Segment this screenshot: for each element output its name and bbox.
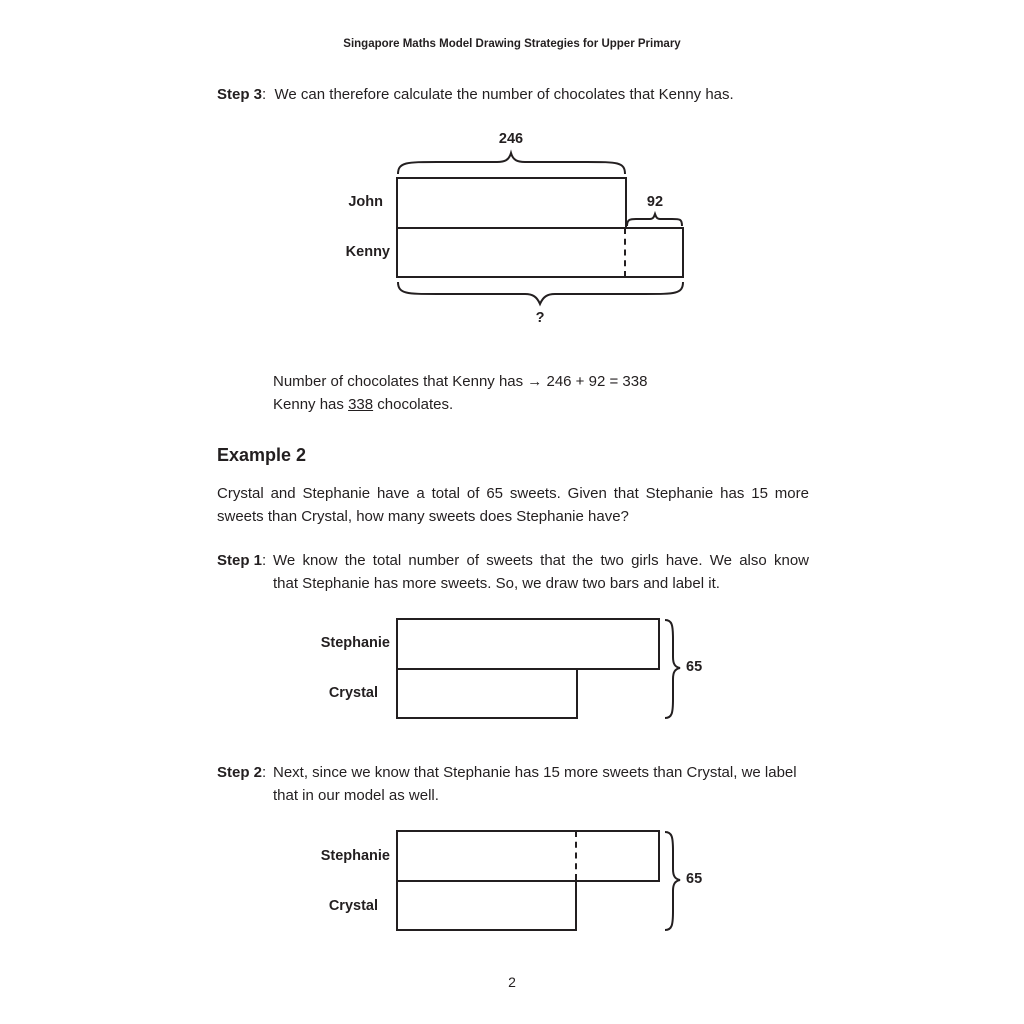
bar-kenny — [396, 227, 684, 278]
bar-label-crystal: Crystal — [328, 898, 378, 914]
step1-paragraph: Step 1: We know the total number of sweets that the two girls have. We also know that Stephanie has more sweets. So, we draw two bars and label it. — [217, 552, 809, 592]
step3-text: We can therefore calculate the number of chocolates that Kenny has. — [274, 86, 734, 103]
bar-crystal — [396, 668, 578, 719]
page-number: 2 — [508, 974, 516, 990]
step2-label: Step 2 — [217, 764, 263, 781]
bar-stephanie — [396, 618, 660, 670]
bottom-brace-label: ? — [535, 310, 545, 326]
bar-label-crystal: Crystal — [328, 685, 378, 701]
bar-stephanie — [396, 830, 660, 882]
example2-problem: Crystal and Stephanie have a total of 65 sweets. Given that Stephanie has 15 more sweets than Crystal, how many sweets does Stephanie have? — [217, 485, 809, 525]
diff-brace-label: 92 — [646, 194, 664, 210]
top-brace-label: 246 — [498, 131, 524, 147]
diff-brace-icon — [626, 213, 684, 229]
step1-label: Step 1 — [217, 552, 263, 569]
bar-label-john: John — [348, 194, 383, 210]
bar-label-kenny: Kenny — [345, 244, 390, 260]
bottom-brace-icon — [397, 280, 685, 306]
calculation-line: Number of chocolates that Kenny has → 246 + 92 = 338 — [273, 373, 648, 390]
dashed-divider — [575, 831, 577, 880]
step3-label: Step 3 — [217, 86, 263, 103]
right-brace-icon — [664, 619, 684, 719]
running-header: Singapore Maths Model Drawing Strategies for Upper Primary — [343, 38, 681, 50]
example2-heading: Example 2 — [217, 445, 307, 465]
bar-crystal — [396, 880, 577, 931]
bar-label-stephanie: Stephanie — [320, 635, 390, 651]
answer-line: Kenny has 338 chocolates. — [273, 396, 454, 413]
top-brace-icon — [397, 152, 627, 178]
dashed-divider — [624, 228, 626, 277]
total-label: 65 — [686, 659, 703, 675]
right-brace-icon — [664, 831, 684, 931]
bar-label-stephanie: Stephanie — [320, 848, 390, 864]
answer-value: 338 — [348, 396, 374, 413]
bar-john — [396, 177, 627, 229]
step2-paragraph: Step 2: Next, since we know that Stephanie has 15 more sweets than Crystal, we label that in our model as well. — [217, 764, 797, 804]
step3-paragraph: Step 3: We can therefore calculate the number of chocolates that Kenny has. — [217, 86, 734, 103]
total-label: 65 — [686, 871, 703, 887]
